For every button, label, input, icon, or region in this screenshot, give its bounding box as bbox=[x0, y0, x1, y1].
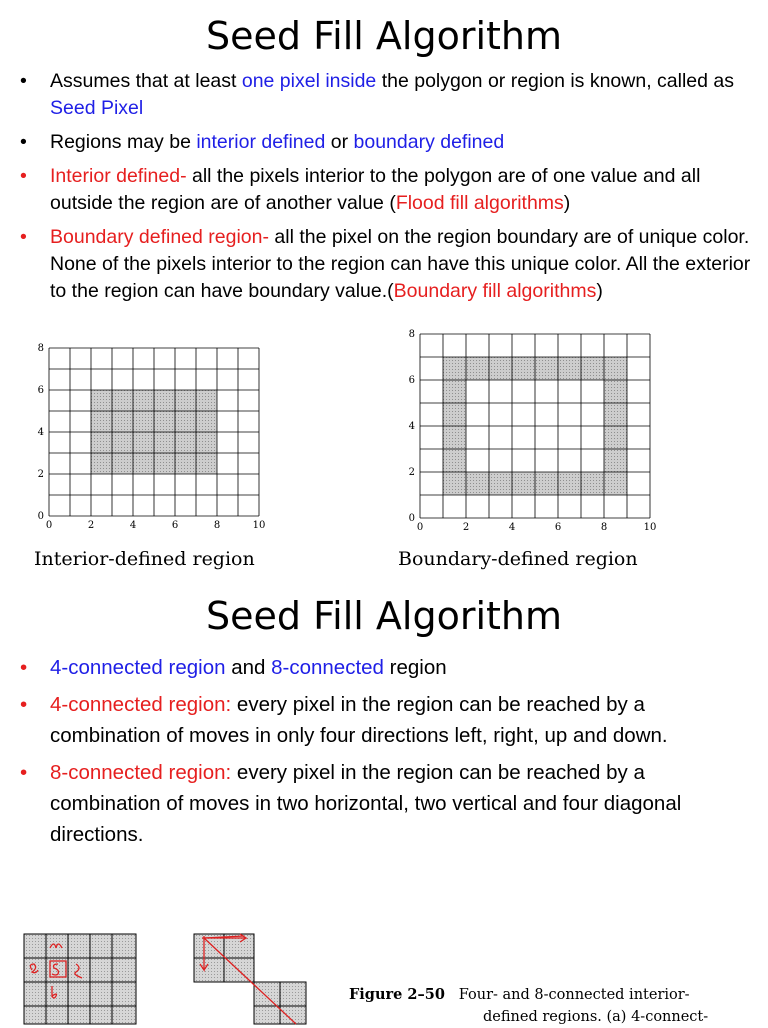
filled-pixel bbox=[112, 390, 133, 411]
four-connected-sketch bbox=[20, 932, 140, 1024]
bullet-text-segment: Flood fill algorithms bbox=[395, 192, 564, 214]
interior-defined-caption: Interior-defined region bbox=[34, 548, 255, 570]
filled-pixel bbox=[196, 390, 217, 411]
bullet-text-segment: 8-connected bbox=[271, 656, 384, 679]
slide-2-title: Seed Fill Algorithm bbox=[205, 594, 563, 638]
filled-pixel bbox=[133, 390, 154, 411]
filled-pixel bbox=[175, 453, 196, 474]
bullet-text-segment: Regions may be bbox=[50, 131, 197, 153]
bullet-text-segment: 8-connected region: bbox=[50, 761, 232, 784]
y-tick-label: 0 bbox=[37, 511, 44, 522]
x-tick-label: 8 bbox=[600, 522, 608, 533]
filled-pixel bbox=[196, 453, 217, 474]
eight-connected-grid bbox=[194, 934, 306, 1024]
bullet-text-segment: Seed Pixel bbox=[50, 97, 144, 119]
slide-1-bullet-list bbox=[18, 68, 753, 312]
filled-pixel bbox=[604, 403, 627, 426]
bullet-text-segment: boundary defined bbox=[353, 131, 505, 153]
filled-pixel bbox=[558, 357, 581, 380]
filled-pixel bbox=[443, 449, 466, 472]
figure-caption-line-1: Four- and 8-connected interior- bbox=[458, 987, 690, 1003]
filled-pixel bbox=[604, 380, 627, 403]
filled-pixel bbox=[175, 432, 196, 453]
x-tick-label: 10 bbox=[643, 522, 657, 533]
slide-2-bullet-1 bbox=[18, 652, 753, 683]
filled-pixel bbox=[112, 432, 133, 453]
filled-pixel bbox=[489, 472, 512, 495]
filled-pixel bbox=[196, 411, 217, 432]
filled-pixel bbox=[535, 472, 558, 495]
bullet-text-segment: interior defined bbox=[196, 131, 326, 153]
slide-2-bullet-3 bbox=[18, 757, 753, 850]
bullet-text-segment: all the pixel on the region boundary are of unique color. None of the pixels interior to the region can have this unique color. All the exterior to the region can have boundary value.( bbox=[50, 226, 751, 302]
filled-pixel bbox=[443, 472, 466, 495]
filled-pixel bbox=[154, 453, 175, 474]
filled-pixel bbox=[604, 472, 627, 495]
slide-1-bullet-1 bbox=[18, 68, 753, 122]
slide-1-bullet-4 bbox=[18, 224, 753, 305]
bullet-text-segment: every pixel in the region can be reached by a combination of moves in two horizontal, two vertical and four diagonal directions. bbox=[50, 761, 682, 846]
bullet-dot: • bbox=[20, 761, 28, 784]
y-tick-label: 4 bbox=[37, 427, 44, 438]
filled-pixel bbox=[604, 449, 627, 472]
bullet-text-segment: ) bbox=[563, 192, 571, 214]
bullet-text-segment: one pixel inside bbox=[241, 70, 377, 92]
figure-caption-line-2: defined regions. (a) 4-connect- bbox=[483, 1009, 709, 1025]
eight-connected-sketch bbox=[190, 932, 310, 1024]
filled-pixel bbox=[154, 411, 175, 432]
filled-pixel bbox=[512, 472, 535, 495]
filled-pixel bbox=[443, 357, 466, 380]
figure-2-50-caption bbox=[349, 984, 708, 1028]
x-tick-label: 4 bbox=[508, 522, 516, 533]
bullet-text-segment: every pixel in the region can be reached by a combination of moves in only four directions left, right, up and down. bbox=[50, 693, 668, 747]
bullet-text-segment: 4-connected region: bbox=[50, 693, 232, 716]
bullet-text-segment: ) bbox=[596, 280, 603, 302]
filled-pixel bbox=[91, 432, 112, 453]
filled-pixel bbox=[91, 390, 112, 411]
x-tick-label: 6 bbox=[171, 520, 179, 531]
x-tick-label: 2 bbox=[87, 520, 95, 531]
y-tick-label: 0 bbox=[408, 513, 415, 524]
bullet-text-segment: and bbox=[225, 656, 272, 679]
y-tick-label: 4 bbox=[408, 421, 415, 432]
bullet-text-segment: Boundary defined region- bbox=[50, 226, 269, 248]
bullet-dot: • bbox=[20, 693, 28, 716]
bullet-text-segment: Boundary fill algorithms bbox=[393, 280, 597, 302]
filled-pixel bbox=[175, 411, 196, 432]
filled-pixel bbox=[154, 432, 175, 453]
filled-pixel bbox=[581, 472, 604, 495]
interior-defined-region-grid bbox=[28, 342, 278, 532]
x-tick-label: 8 bbox=[213, 520, 221, 531]
y-tick-label: 8 bbox=[37, 343, 44, 354]
x-tick-label: 6 bbox=[554, 522, 562, 533]
filled-pixel bbox=[133, 453, 154, 474]
filled-pixel bbox=[466, 472, 489, 495]
filled-pixel bbox=[112, 411, 133, 432]
boundary-defined-region-grid bbox=[398, 329, 663, 533]
filled-pixel bbox=[466, 357, 489, 380]
filled-pixel bbox=[154, 390, 175, 411]
four-connected-grid bbox=[24, 934, 136, 1024]
slide-2 bbox=[0, 590, 768, 1024]
slide-2-bullet-2 bbox=[18, 689, 753, 751]
bullet-text-segment: Interior defined- bbox=[50, 165, 187, 187]
filled-pixel bbox=[443, 426, 466, 449]
boundary-defined-caption: Boundary-defined region bbox=[398, 548, 638, 570]
slide-1-bullet-2 bbox=[18, 129, 753, 156]
slide-1-bullet-3 bbox=[18, 163, 753, 217]
y-tick-label: 2 bbox=[408, 467, 415, 478]
filled-pixel bbox=[133, 411, 154, 432]
filled-pixel bbox=[558, 472, 581, 495]
filled-pixel bbox=[91, 411, 112, 432]
filled-pixel bbox=[535, 357, 558, 380]
y-tick-label: 6 bbox=[37, 385, 44, 396]
filled-pixel bbox=[512, 357, 535, 380]
bullet-dot: • bbox=[20, 165, 27, 187]
filled-pixel bbox=[581, 357, 604, 380]
filled-pixel bbox=[91, 453, 112, 474]
bullet-text-segment: 4-connected region bbox=[50, 656, 226, 679]
slide-2-bullet-list bbox=[18, 652, 753, 856]
x-tick-label: 2 bbox=[462, 522, 470, 533]
x-tick-label: 10 bbox=[252, 520, 266, 531]
bullet-text-segment: all the pixels interior to the polygon are of one value and all outside the region are of another value ( bbox=[50, 165, 701, 214]
bullet-text-segment: Assumes that at least bbox=[50, 70, 242, 92]
x-tick-label: 0 bbox=[45, 520, 53, 531]
bullet-text-segment: region bbox=[383, 656, 447, 679]
filled-pixel bbox=[443, 380, 466, 403]
filled-pixel bbox=[196, 432, 217, 453]
y-tick-label: 2 bbox=[37, 469, 44, 480]
y-tick-label: 6 bbox=[408, 375, 415, 386]
bullet-text-segment: or bbox=[325, 131, 354, 153]
x-tick-label: 0 bbox=[416, 522, 424, 533]
bullet-dot: • bbox=[20, 226, 27, 248]
filled-pixel bbox=[175, 390, 196, 411]
filled-pixel bbox=[112, 453, 133, 474]
x-tick-label: 4 bbox=[129, 520, 137, 531]
y-tick-label: 8 bbox=[408, 329, 415, 340]
bullet-dot: • bbox=[20, 70, 27, 92]
figure-label: Figure 2–50 bbox=[349, 986, 445, 1003]
filled-pixel bbox=[604, 426, 627, 449]
bullet-dot: • bbox=[20, 656, 28, 679]
bullet-dot: • bbox=[20, 131, 27, 153]
filled-pixel bbox=[489, 357, 512, 380]
filled-pixel bbox=[133, 432, 154, 453]
slide-1-title: Seed Fill Algorithm bbox=[205, 14, 563, 58]
bullet-text-segment: the polygon or region is known, called as bbox=[376, 70, 734, 92]
filled-pixel bbox=[443, 403, 466, 426]
filled-pixel bbox=[604, 357, 627, 380]
